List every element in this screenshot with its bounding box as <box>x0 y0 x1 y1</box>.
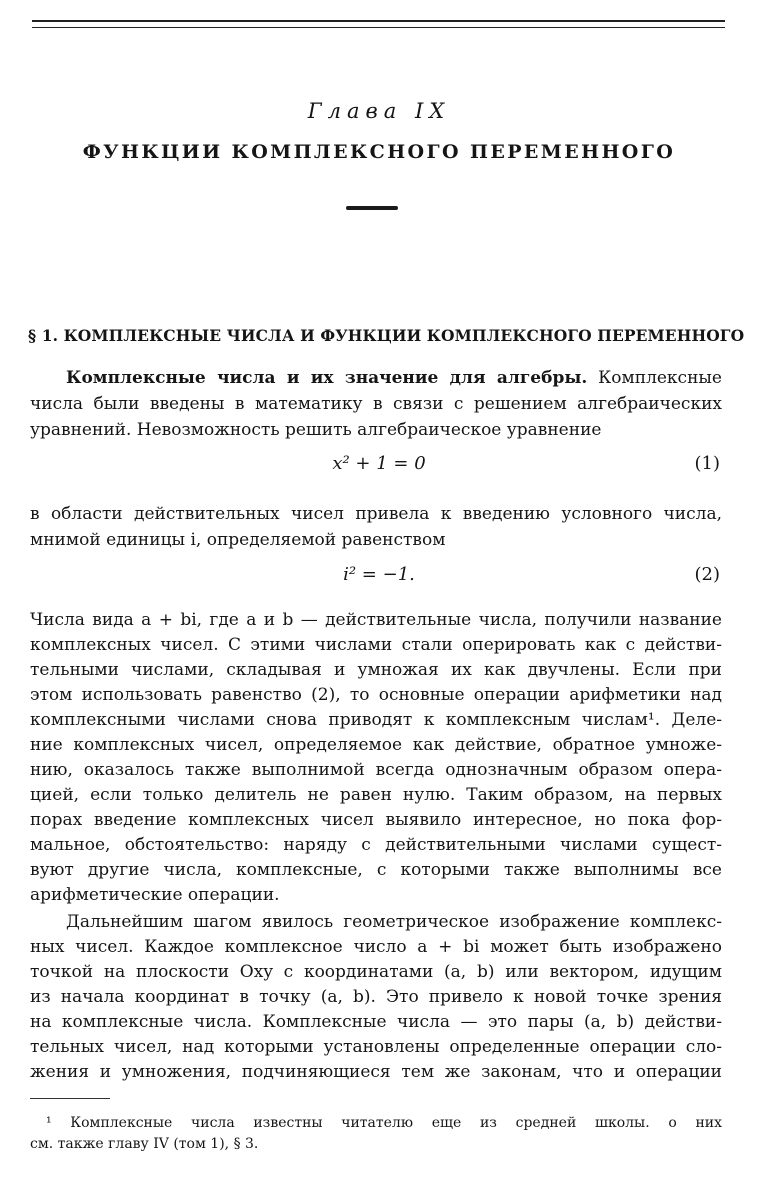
paragraph-line: из начала координат в точку (a, b). Это привело к новой точке зрения <box>30 987 722 1007</box>
paragraph-line: нию, оказалось также выполнимой всегда однозначным образом опера- <box>30 760 722 780</box>
footnote-line: ¹ Комплексные числа известны читателю еще из средней школы. о них <box>46 1115 722 1131</box>
paragraph-text: Комплексные <box>598 368 722 388</box>
paragraph-line: жения и умножения, подчиняющиеся тем же законам, что и операции <box>30 1062 722 1082</box>
paragraph-line: Числа вида a + bi, где a и b — действительные числа, получили название <box>30 610 722 630</box>
footnote-rule <box>30 1098 110 1099</box>
paragraph-line: уравнений. Невозможность решить алгебраическое уравнение <box>30 420 602 440</box>
equation-number: (2) <box>694 564 720 585</box>
paragraph-line: цией, если только делитель не равен нулю. Таким образом, на первых <box>30 785 722 805</box>
top-rule-thin <box>32 27 725 28</box>
paragraph-line: ние комплексных чисел, определяемое как действие, обратное умноже- <box>30 735 722 755</box>
paragraph-line: мнимой единицы i, определяемой равенством <box>30 530 446 550</box>
paragraph-line: порах введение комплексных чисел выявило интересное, но пока фор- <box>30 810 722 830</box>
paragraph-line: тельных чисел, над которыми установлены определенные операции сло- <box>30 1037 722 1057</box>
chapter-title: ФУНКЦИИ КОМПЛЕКСНОГО ПЕРЕМЕННОГО <box>82 141 676 163</box>
equation: x² + 1 = 0 <box>332 453 426 474</box>
paragraph-line: тельными числами, складывая и умножая их как двучлены. Если при <box>30 660 722 680</box>
paragraph-line: комплексных чисел. С этими числами стали оперировать как с действи- <box>30 635 722 655</box>
paragraph-line: мальное, обстоятельство: наряду с действительными числами сущест- <box>30 835 722 855</box>
top-rule <box>32 20 725 22</box>
paragraph-line <box>66 366 722 390</box>
paragraph-line: в области действительных чисел привела к введению условного числа, <box>30 504 722 524</box>
footnote-line: см. также главу IV (том 1), § 3. <box>30 1136 259 1152</box>
paragraph-line: комплексными числами снова приводят к комплексным числам¹. Деле- <box>30 710 722 730</box>
runin-heading: Комплексные числа и их значение для алгебры. <box>66 368 588 388</box>
paragraph-line: вуют другие числа, комплексные, с которыми также выполнимы все <box>30 860 722 880</box>
paragraph-line: точкой на плоскости Oxy с координатами (a, b) или вектором, идущим <box>30 962 722 982</box>
paragraph-line: арифметические операции. <box>30 885 280 905</box>
paragraph-line: числа были введены в математику в связи с решением алгебраических <box>30 394 722 414</box>
paragraph-line: на комплексные числа. Комплексные числа — это пары (a, b) действи- <box>30 1012 722 1032</box>
title-ornament <box>346 206 398 210</box>
paragraph-line: Дальнейшим шагом явилось геометрическое изображение комплекс- <box>66 912 722 932</box>
equation-number: (1) <box>694 453 720 474</box>
paragraph-line: ных чисел. Каждое комплексное число a + bi может быть изображено <box>30 937 722 957</box>
section-heading: § 1. КОМПЛЕКСНЫЕ ЧИСЛА И ФУНКЦИИ КОМПЛЕКСНОГО ПЕРЕМЕННОГО <box>28 326 745 345</box>
chapter-label: Глава IX <box>307 99 451 123</box>
equation: i² = −1. <box>343 564 415 585</box>
paragraph-line: этом использовать равенство (2), то основные операции арифметики над <box>30 685 722 705</box>
